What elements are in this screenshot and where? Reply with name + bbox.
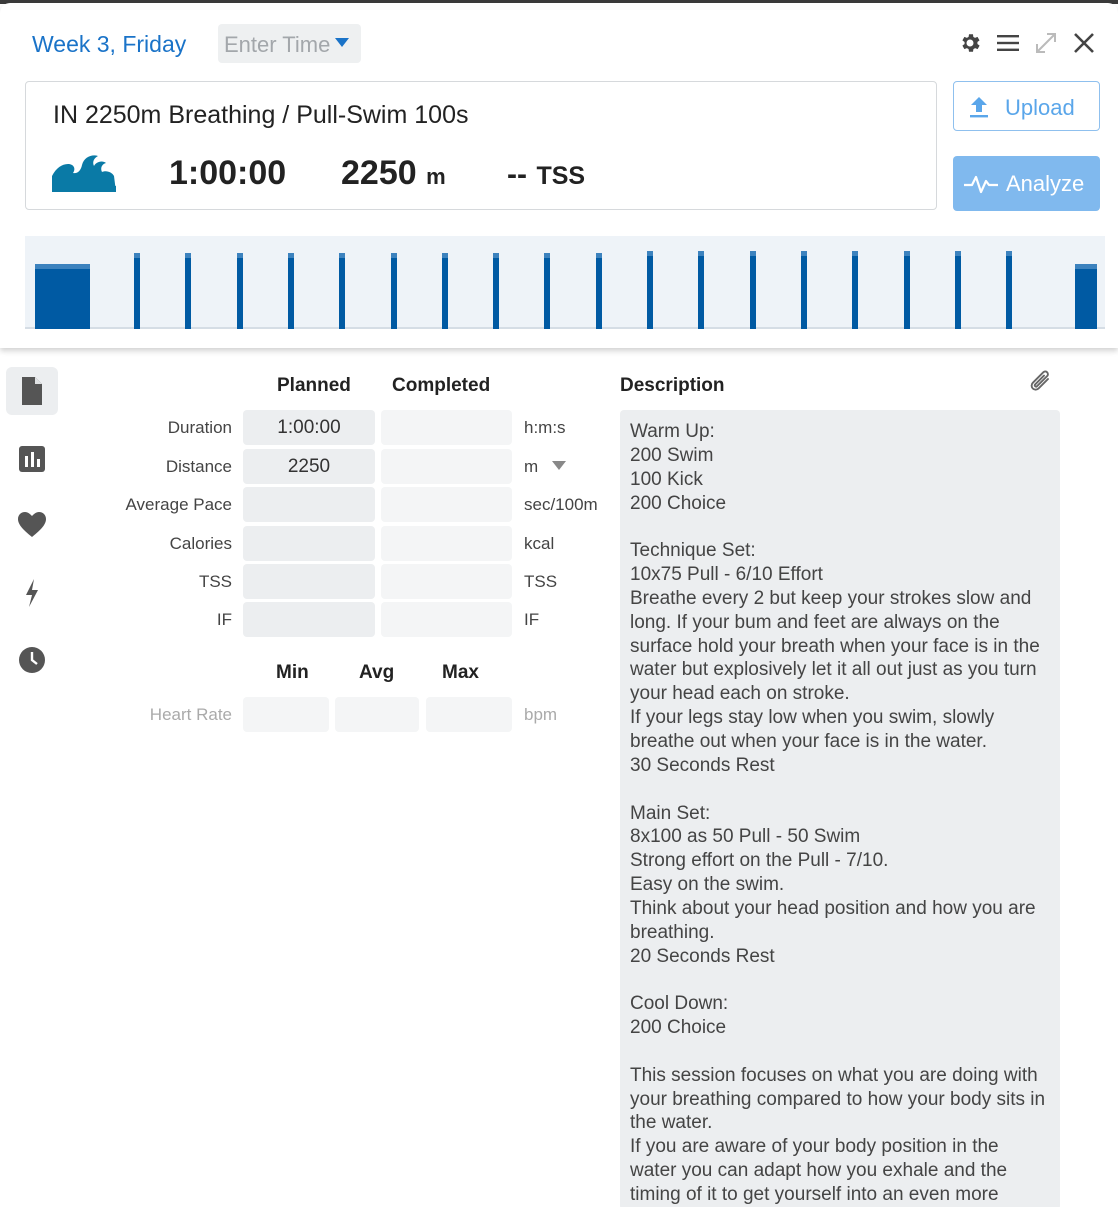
pulse-icon: [963, 173, 999, 195]
completed-distance-input[interactable]: [381, 449, 512, 484]
hr-min-input[interactable]: [243, 697, 329, 732]
workout-interval-bar[interactable]: [237, 253, 243, 329]
workout-header: [0, 3, 1118, 348]
tss-value: --: [507, 158, 527, 191]
completed-pace-input[interactable]: [381, 487, 512, 522]
close-icon[interactable]: [1072, 31, 1096, 55]
heart-rate-label: Heart Rate: [149, 705, 232, 724]
planned-pace-input[interactable]: [243, 487, 375, 522]
nav-time[interactable]: [6, 636, 58, 684]
tss-unit: TSS: [524, 572, 558, 591]
duration-unit: h:m:s: [524, 418, 566, 437]
planned-duration-input[interactable]: 1:00:00: [243, 410, 375, 445]
tss-label: TSS: [536, 162, 586, 190]
workout-interval-bar[interactable]: [596, 253, 602, 329]
caret-down-icon[interactable]: [552, 461, 566, 470]
workout-interval-bar[interactable]: [647, 251, 653, 329]
workout-title: IN 2250m Breathing / Pull-Swim 100s: [53, 101, 469, 129]
enter-time-dropdown[interactable]: [218, 24, 361, 63]
hr-min-header: Min: [276, 662, 309, 683]
average-pace-label: Average Pace: [125, 495, 232, 514]
workout-interval-bar[interactable]: [750, 251, 756, 329]
workout-interval-bar[interactable]: [801, 251, 807, 329]
caret-down-icon: [335, 38, 349, 47]
if-unit: IF: [524, 610, 540, 629]
if-label: IF: [216, 610, 232, 629]
planned-header: Planned: [277, 375, 351, 396]
distance-label: Distance: [165, 457, 232, 476]
hr-unit: bpm: [524, 705, 558, 724]
tss-label: TSS: [198, 572, 232, 591]
planned-duration: 1:00:00: [169, 154, 287, 192]
pace-unit: sec/100m: [524, 495, 598, 514]
analyze-label: Analyze: [1006, 171, 1085, 196]
distance-unit-select[interactable]: m: [524, 457, 539, 476]
completed-if-input[interactable]: [381, 602, 512, 637]
workout-interval-bar[interactable]: [904, 251, 910, 329]
workout-interval-bar[interactable]: [852, 251, 858, 329]
document-icon: [20, 377, 44, 405]
workout-interval-bar[interactable]: [955, 251, 961, 329]
distance-value: 2250: [341, 154, 417, 192]
planned-tss: [507, 154, 585, 193]
workout-interval-bar[interactable]: [698, 251, 704, 329]
nav-details[interactable]: [6, 367, 58, 415]
completed-calories-input[interactable]: [381, 526, 512, 561]
workout-interval-bar[interactable]: [442, 253, 448, 329]
duration-label: Duration: [167, 418, 232, 437]
workout-interval-bar[interactable]: [544, 253, 550, 329]
workout-structure-chart[interactable]: [25, 236, 1105, 329]
clock-icon: [18, 646, 46, 674]
workout-summary: [25, 81, 937, 210]
hr-max-input[interactable]: [426, 697, 512, 732]
workout-interval-bar[interactable]: [493, 253, 499, 329]
completed-tss-input[interactable]: [381, 564, 512, 599]
hr-max-header: Max: [442, 662, 479, 683]
menu-icon[interactable]: [996, 31, 1020, 55]
planned-distance: [341, 154, 446, 193]
calories-label: Calories: [169, 534, 232, 553]
upload-label: Upload: [1005, 95, 1075, 120]
analyze-button[interactable]: [953, 156, 1100, 211]
description-textarea[interactable]: Warm Up: 200 Swim 100 Kick 200 Choice Technique Set: 10x75 Pull - 6/10 Effort Breathe every 2 but keep your strokes slow and long. If your bum and feet are always on the surface hold your breath when your face is in the water but explosively let it all out just as you turn your head each on stroke. If your legs stay low when you swim, slowly breathe out when your face is in the water. 30 Seconds Rest Main Set: 8x100 as 50 Pull - 50 Swim Strong effort on the Pull - 7/10. Easy on the swim. Think about your head position and how you are breathing. 20 Seconds Rest Cool Down: 200 Choice This session focuses on what you are doing with your breathing compared to how your body sits in the water. If you are aware of your body position in the water you can adapt how you exhale and the timing of it to get yourself into an even more: [620, 410, 1060, 1207]
planned-tss-input[interactable]: [243, 564, 375, 599]
workout-interval-bar[interactable]: [185, 253, 191, 329]
expand-icon[interactable]: [1034, 31, 1058, 55]
gear-icon[interactable]: [958, 31, 982, 55]
calories-unit: kcal: [524, 534, 555, 553]
workout-interval-bar[interactable]: [35, 264, 90, 329]
planned-distance-input[interactable]: 2250: [243, 449, 375, 484]
workout-interval-bar[interactable]: [339, 253, 345, 329]
swim-icon: [52, 152, 116, 192]
hr-avg-input[interactable]: [335, 697, 419, 732]
upload-icon: [967, 95, 991, 119]
enter-time-label: Enter Time: [224, 32, 331, 57]
description-header: Description: [620, 375, 725, 396]
completed-header: Completed: [392, 375, 491, 396]
paperclip-icon[interactable]: [1028, 368, 1054, 401]
window-controls: [958, 31, 1096, 55]
workout-interval-bar[interactable]: [391, 253, 397, 329]
upload-button[interactable]: [953, 81, 1100, 131]
workout-interval-bar[interactable]: [1075, 264, 1097, 329]
completed-duration-input[interactable]: [381, 410, 512, 445]
hr-avg-header: Avg: [359, 662, 395, 683]
planned-if-input[interactable]: [243, 602, 375, 637]
workout-interval-bar[interactable]: [134, 253, 140, 329]
workout-interval-bar[interactable]: [1006, 251, 1012, 329]
planned-calories-input[interactable]: [243, 526, 375, 561]
workout-interval-bar[interactable]: [288, 253, 294, 329]
distance-unit: m: [426, 164, 446, 189]
day-title: Week 3, Friday: [32, 31, 187, 57]
